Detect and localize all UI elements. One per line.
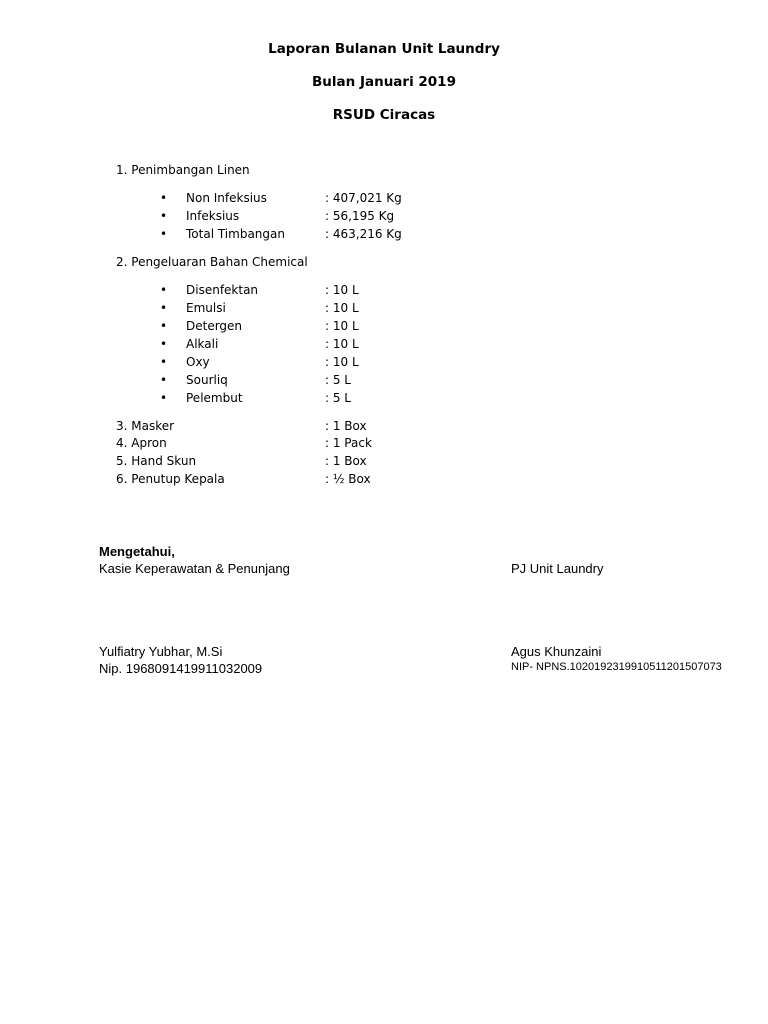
right-signer-role: PJ Unit Laundry [511, 561, 604, 576]
bullet-icon: • [160, 209, 168, 223]
item-label: Emulsi [186, 301, 226, 315]
item-value: : 5 L [325, 391, 351, 405]
item-value: : 10 L [325, 337, 359, 351]
left-signer-role: Kasie Keperawatan & Penunjang [99, 561, 290, 576]
item-label: Total Timbangan [186, 227, 285, 241]
acknowledged-label: Mengetahui, [99, 544, 175, 559]
item-label: 3. Masker [116, 419, 175, 433]
item-value: : 5 L [325, 373, 351, 387]
item-value: : 1 Box [325, 419, 367, 433]
item-value: : 407,021 Kg [325, 191, 402, 205]
item-label: Alkali [186, 337, 219, 351]
item-value: : 10 L [325, 319, 359, 333]
bullet-icon: • [160, 355, 168, 369]
left-signer-id: Nip. 196809141991103200​9 [99, 661, 263, 676]
item-label: Detergen [186, 319, 243, 333]
section-1-title: 1. Penimbangan Linen [116, 163, 250, 177]
item-label: Pelembut [186, 391, 243, 405]
item-label: Oxy [186, 355, 210, 369]
right-signer-id: NIP- NPNS.10201923199105112015070​73 [511, 661, 722, 673]
bullet-icon: • [160, 283, 168, 297]
bullet-icon: • [160, 191, 168, 205]
item-value: : 10 L [325, 301, 359, 315]
item-label: 4. Apron [116, 436, 167, 450]
bullet-icon: • [160, 319, 168, 333]
item-value: : 1 Box [325, 454, 367, 468]
item-label: 5. Hand Skun [116, 454, 197, 468]
item-label: Non Infeksius [186, 191, 267, 205]
section-2-title: 2. Pengeluaran Bahan Chemical [116, 255, 308, 269]
item-label: Disenfektan [186, 283, 259, 297]
item-value: : 10 L [325, 355, 359, 369]
item-value: : 56,195 Kg [325, 209, 395, 223]
bullet-icon: • [160, 373, 168, 387]
item-value: : 1 Pack [325, 436, 372, 450]
item-value: : 463,216 Kg [325, 227, 402, 241]
bullet-icon: • [160, 337, 168, 351]
report-period: Bulan Januari 2019 [312, 74, 456, 90]
item-value: : 10 L [325, 283, 359, 297]
report-hospital: RSUD Ciracas [332, 107, 436, 123]
item-label: Sourliq [186, 373, 228, 387]
item-value: : ½ Box [325, 472, 371, 486]
report-title: Laporan Bulanan Unit Laundry [268, 41, 500, 57]
left-signer-name: Yulfiatry Yubhar, M.Si [99, 644, 223, 659]
right-signer-name: Agus Khunzaini [511, 644, 602, 659]
bullet-icon: • [160, 391, 168, 405]
bullet-icon: • [160, 227, 168, 241]
item-label: Infeksius [186, 209, 240, 223]
report-header [0, 38, 768, 137]
bullet-icon: • [160, 301, 168, 315]
item-label: 6. Penutup Kepala [116, 472, 225, 486]
